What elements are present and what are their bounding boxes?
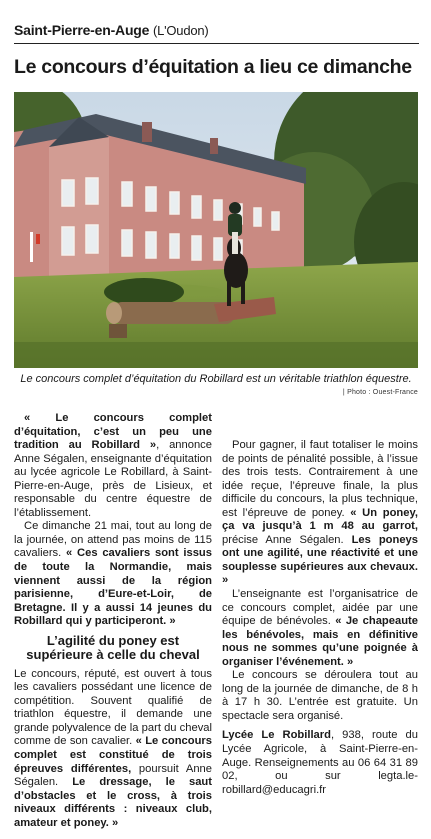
- paragraph-2-quote: « Ces cavaliers sont issus de toute la Normandie, mais viennent aussi de la région parisienne, d’Eure-et-Loir, de Bretagne. Il y a aussi 14 jeunes du Robillard qui y participeront. »: [14, 547, 212, 628]
- header-divider: [14, 43, 419, 44]
- paragraph-3-text-2: poursuit Anne Ségalen.: [14, 762, 212, 789]
- article-column-1: [14, 412, 212, 830]
- article-column-2: [222, 412, 418, 797]
- paragraph-5: [222, 588, 418, 669]
- paragraph-5-quote: « Je chapeaute les bénévoles, mais en définitive nous ne sommes qu’une poignée à organiser l’événement. »: [222, 615, 418, 668]
- paragraph-3-text: Le concours, réputé, est ouvert à tous les cavaliers possédant une licence de compétition. Souvent qualifié de triathlon équestre, il demande une grande polyvalence de la part du cheval comme de son cavalier.: [14, 667, 212, 748]
- paragraph-2-text: Ce dimanche 21 mai, tout au long de la journée, on attend pas moins de 115 cavaliers.: [14, 520, 212, 560]
- paragraph-2: [14, 520, 212, 628]
- paragraph-3-quote-2: Le dressage, le saut d’obstacles et le cross, à trois niveaux différents : niveaux club, amateur et poney. »: [14, 776, 212, 829]
- article-headline: Le concours d’équitation a lieu ce dimanche: [14, 56, 412, 78]
- practical-info-text: , 938, route du Lycée Agricole, à Saint-Pierre-en-Auge. Renseignements au 06 64 31 89 02, ou sur legta.le-robillard@educagri.fr: [222, 729, 419, 796]
- paragraph-4-text-2: précise Anne Ségalen.: [222, 533, 352, 546]
- practical-info: [222, 729, 418, 797]
- location-name: Saint-Pierre-en-Auge: [14, 22, 150, 38]
- paragraph-4-text: Pour gagner, il faut totaliser le moins de points de pénalité possible, à l’issue des trois tests. Contrairement à une idée reçue, l’épreuve finale, la plus difficile du concours, la plus technique, est l’épreuve de poney.: [222, 439, 418, 519]
- paragraph-4-quote: « Un poney, ça va jusqu’à 1 m 48 au garrot,: [222, 506, 418, 533]
- practical-info-title: Lycée Le Robillard: [222, 729, 331, 742]
- paragraph-1-text: , annonce Anne Ségalen, enseignante d’équitation au lycée agricole Le Robillard, à Saint-Pierre-en-Auge, près de Lisieux, et responsable du centre équestre de l’établissement.: [14, 439, 212, 519]
- paragraph-3: [14, 668, 212, 831]
- paragraph-6: Le concours se déroulera tout au long de la journée de dimanche, de 8 h à 17 h 30. L’entrée est gratuite. Un spectacle sera organisé.: [222, 669, 418, 722]
- paragraph-4: [222, 439, 418, 588]
- article-photo: [14, 92, 418, 368]
- chateau-equestrian-photo: [14, 92, 418, 368]
- location-kicker: [14, 22, 209, 38]
- photo-credit: | Photo : Ouest-France: [342, 389, 418, 396]
- quote-intro: « Le concours complet d’équitation, c’est un peu une tradition au Robillard »: [14, 412, 212, 452]
- paragraph-1: [14, 412, 212, 520]
- article-subheading: L’agilité du poney est supérieure à celle du cheval: [26, 632, 200, 662]
- photo-caption: Le concours complet d’équitation du Robillard est un véritable triathlon équestre.: [20, 373, 412, 385]
- paragraph-5-text: L’enseignante est l’organisatrice de ce concours complet, aidée par une équipe de bénévoles.: [222, 588, 418, 628]
- paragraph-3-quote: « Le concours complet est constitué de trois épreuves différentes,: [14, 735, 212, 775]
- location-sub: (L'Oudon): [152, 23, 209, 38]
- paragraph-4-quote-2: Les poneys ont une agilité, une réactivité et une souplesse supérieures aux chevaux. »: [222, 533, 418, 587]
